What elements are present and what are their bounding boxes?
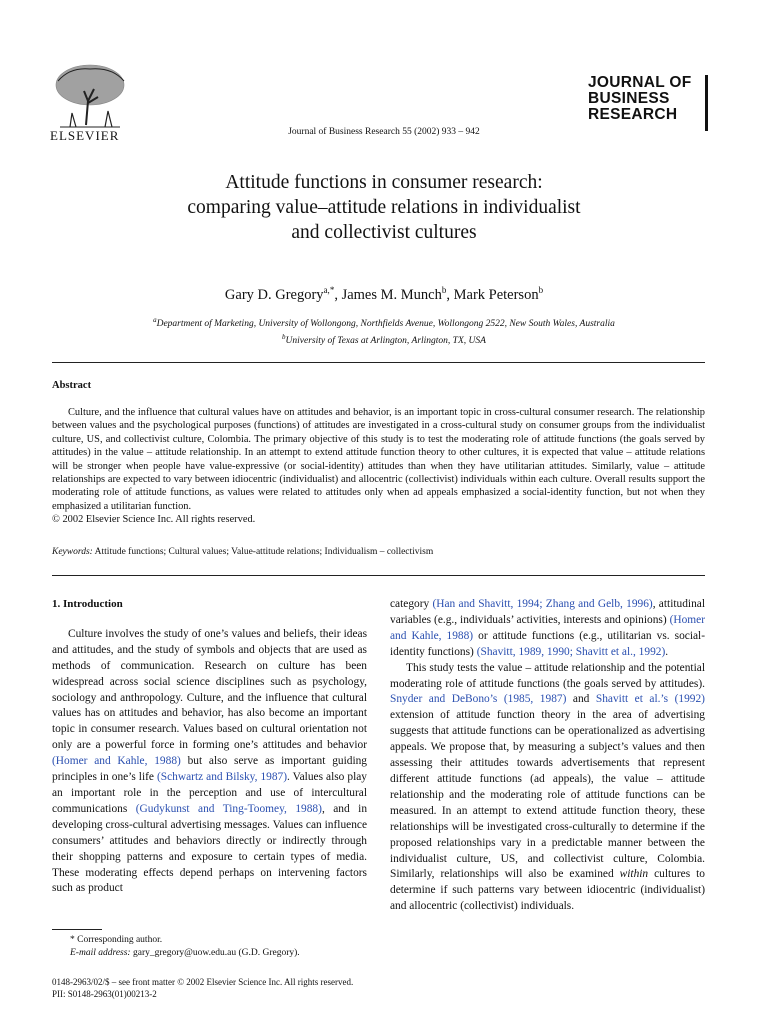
footnote-mark: * — [70, 935, 75, 945]
affiliations — [0, 314, 768, 348]
citation-link[interactable]: (Han and Shavitt, 1994; Zhang and Gelb, 1996) — [432, 598, 653, 610]
article-title — [0, 170, 768, 245]
paragraph — [52, 627, 367, 897]
journal-logo — [588, 75, 708, 131]
publisher-name: ELSEVIER — [50, 128, 120, 143]
text-run: but also serve as important guiding principles in one’s life — [52, 755, 367, 784]
journal-logo-line: RESEARCH — [588, 106, 678, 123]
column-right — [390, 597, 705, 915]
divider — [52, 575, 705, 576]
title-line: comparing value–attitude relations in individualist — [187, 197, 581, 218]
pii-line: PII: S0148-2963(01)00213-2 — [52, 989, 157, 999]
page-footer — [52, 976, 353, 1000]
affiliation-ref: a, — [323, 285, 330, 295]
citation-link[interactable]: (Homer and Kahle, 1988) — [390, 613, 705, 642]
citation-link[interactable]: (Schwartz and Bilsky, 1987) — [156, 771, 288, 784]
text-run: Culture involves the study of one’s values and beliefs, their ideas and attitudes, and the study of symbols and objects that are used as methods of communication. Research on culture has been widespread across social science disciplines such as psychology, sociology and anthropology. Culture, and the influence that cultural values has on attitudes and behavior, has also become an important topic in consumer research. Values based on cultural orientation not only are a powerful force in forming one’s attitudes and behavior — [52, 627, 367, 752]
affiliation-b: University of Texas at Arlington, Arlington, TX, USA — [285, 336, 486, 347]
paragraph — [390, 661, 705, 916]
author-name: Gary D. Gregory — [224, 286, 324, 303]
paragraph — [390, 597, 705, 661]
column-left — [52, 597, 367, 897]
corresponding-mark: * — [329, 285, 335, 295]
citation-link[interactable]: Shavitt et al.’s (1992) — [595, 693, 705, 706]
abstract-paragraph: Culture, and the influence that cultural values have on attitudes and behavior, is an important topic in cross-cultural consumer research. The relationship between values and the psychological purposes (functions) of attitudes are investigated in a cross-cultural study on consumer groups from the individualist culture, US, and collectivist culture, Colombia. The primary objective of this study is to test the moderating role of attitude functions (the goals served by attitudes) in the value – attitude relationship. In an attempt to extend attitude function theory to other cultures, it is expected that value – attitude relations will be stronger when people have value-expressive (or social-identity) attitudes than when they have utilitarian attitudes. Similarly, value – attitude relationships are expected to vary between idiocentric (individualist) and allocentric (collectivist) individuals within each culture. Overall results support the moderating role of attitude functions, as values were related to attitudes only when ad appeals emphasized a social-identity function, but not when they emphasized a utilitarian function. — [52, 407, 705, 512]
text-run: within — [619, 868, 649, 881]
text-run: This study tests the value – attitude relationship and the potential moderating role of attitude functions (the goals served by attitudes). — [390, 661, 705, 690]
footnote — [70, 934, 300, 959]
journal-logo-line: JOURNAL OF — [588, 74, 692, 91]
affiliation-mark: a — [153, 316, 157, 324]
citation-link[interactable]: (Shavitt, 1989, 1990; Shavitt et al., 1992) — [476, 645, 666, 658]
affiliation-mark: b — [282, 333, 286, 342]
journal-logo-line: BUSINESS — [588, 90, 670, 107]
keywords — [52, 547, 705, 557]
author-name: , Mark Peterson — [446, 286, 539, 303]
title-line: Attitude functions in consumer research: — [225, 172, 543, 193]
footnote-divider — [52, 929, 102, 930]
abstract-heading: Abstract — [52, 380, 92, 391]
front-matter-line: 0148-2963/02/$ – see front matter © 2002 Elsevier Science Inc. All rights reserved. — [52, 977, 354, 987]
citation-link[interactable]: (Homer and Kahle, 1988) — [52, 755, 181, 768]
section-heading: 1. Introduction — [52, 598, 123, 610]
keywords-value: Attitude functions; Cultural values; Value-attitude relations; Individualism – collectivism — [94, 547, 434, 557]
affiliation-a: Department of Marketing, University of Wollongong, Northfields Avenue, Wollongong 2522, New South Wales, Australia — [156, 319, 615, 330]
affiliation-ref: b — [441, 285, 447, 295]
text-run: and — [566, 693, 596, 706]
text-run: , attitudinal variables (e.g., individuals’ activities, interests and opinions) — [390, 598, 705, 626]
divider — [52, 362, 705, 363]
abstract-body — [52, 406, 705, 527]
text-run: , and in developing cross-cultural advertising messages. Values can influence consumers’ attitudes and behaviors directly or indirectly through their shopping patterns and exposure to certain types of media. These moderating effects depend perhaps on intervening factors such as product — [52, 802, 368, 895]
citation-link[interactable]: (Gudykunst and Ting-Toomey, 1988) — [135, 802, 322, 815]
text-run: . Values also play an important role in the perception and use of intercultural communications — [52, 771, 367, 815]
author-name: , James M. Munch — [334, 286, 442, 303]
text-run: or attitude functions (e.g., utilitarian vs. social-identity functions) — [390, 629, 705, 658]
copyright: © 2002 Elsevier Science Inc. All rights reserved. — [52, 514, 256, 526]
title-line: and collectivist cultures — [291, 222, 477, 243]
journal-citation: Journal of Business Research 55 (2002) 933 – 942 — [288, 127, 480, 137]
text-run: extension of attitude function theory in the area of advertising suggests that attitude functions can be operationalized as advertising appeals. We propose that, by measuring a subject’s values and then assessing their attitudes towards advertisements that represent different attitude functions (ad appeals), the value – attitude relationship and the moderating role of attitude functions can be measured. In an attempt to extend attitude function theory, these relationships will be investigated cross-culturally to determine if the proposed relationships vary in a predictable manner between the individualist culture, US, and collectivist culture, Colombia. Similarly, relationships will also be examined — [390, 709, 705, 881]
text-run: cultures to determine if such patterns vary between idiocentric (individualist) and allocentric (collectivist) individuals. — [390, 868, 705, 913]
citation-link[interactable]: Snyder and DeBono’s (1985, 1987) — [390, 693, 567, 706]
corresponding-author: Corresponding author. — [77, 935, 163, 945]
keywords-label: Keywords: — [52, 547, 93, 557]
email-label: E-mail address: — [70, 947, 131, 958]
text-run: . — [665, 645, 669, 658]
email-address: gary_gregory@uow.edu.au (G.D. Gregory). — [132, 947, 300, 958]
elsevier-tree-logo — [50, 58, 130, 138]
affiliation-ref: b — [538, 285, 544, 295]
text-run: category — [390, 598, 433, 610]
author-list — [0, 285, 768, 304]
